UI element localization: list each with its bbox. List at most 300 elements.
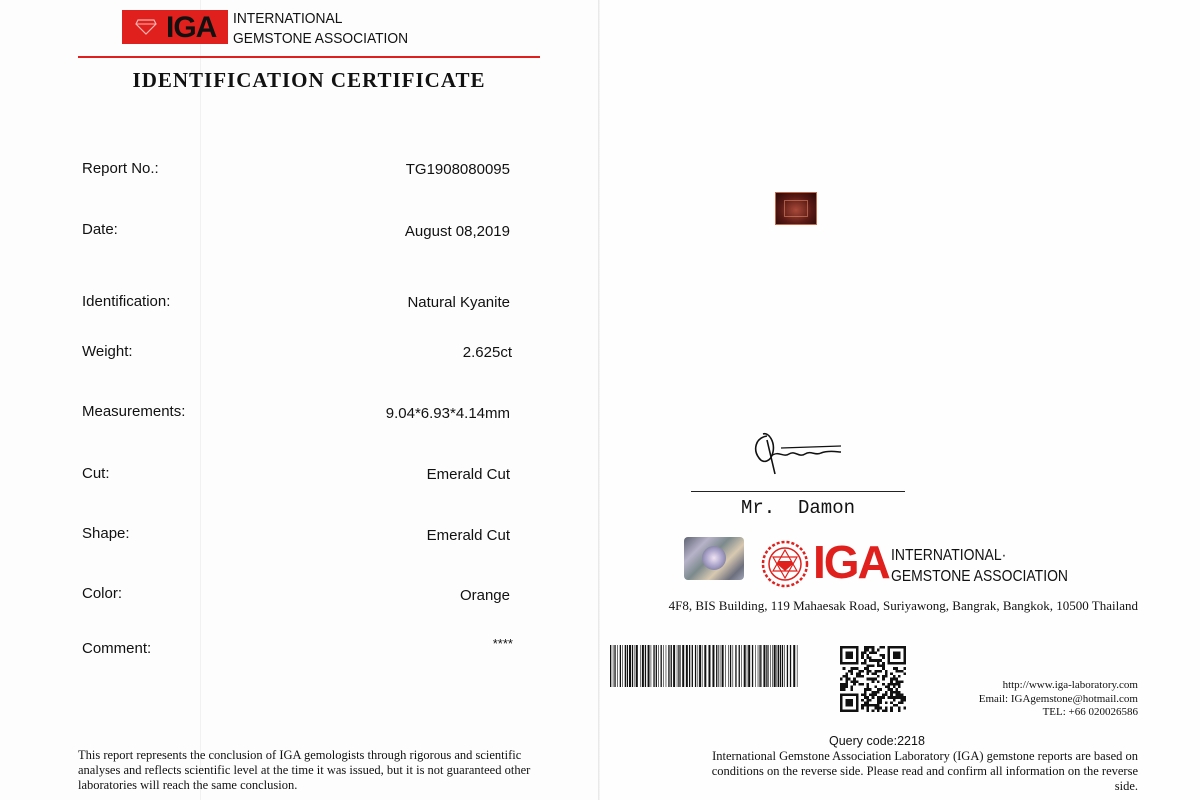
field-value-measurements: 9.04*6.93*4.14mm (385, 405, 510, 422)
qr-module (843, 667, 846, 670)
qr-module (893, 686, 896, 689)
qr-module (885, 694, 888, 697)
qr-module (869, 659, 872, 662)
qr-module (848, 699, 851, 702)
qr-module (840, 651, 843, 654)
qr-module (898, 709, 901, 712)
qr-module (890, 694, 893, 697)
footer-association-line-2: GEMSTONE ASSOCIATION (891, 568, 1068, 585)
qr-module (840, 709, 843, 712)
barcode-bar (640, 645, 641, 687)
qr-module (872, 664, 875, 667)
qr-module (877, 664, 880, 667)
field-label-measurements: Measurements: (82, 403, 186, 420)
qr-module (885, 701, 888, 704)
qr-module (895, 667, 898, 670)
qr-module (866, 704, 869, 707)
qr-module (851, 672, 854, 675)
barcode-bar (671, 645, 672, 687)
qr-module (890, 696, 893, 699)
qr-module (858, 675, 861, 678)
field-label-identification: Identification: (82, 293, 171, 310)
qr-module (861, 675, 864, 678)
qr-module (856, 704, 859, 707)
qr-module (866, 646, 869, 649)
logo-text: IGA (166, 11, 217, 44)
phone-number: TEL: +66 020026586 (1042, 706, 1138, 718)
qr-module (874, 659, 877, 662)
qr-module (840, 701, 843, 704)
qr-module (903, 707, 906, 710)
field-value-comment: **** (492, 636, 513, 651)
qr-module (861, 694, 864, 697)
qr-module (882, 664, 885, 667)
barcode-bar (695, 645, 696, 687)
qr-module (856, 657, 859, 660)
qr-module (898, 701, 901, 704)
qr-module (864, 659, 867, 662)
qr-module (888, 646, 891, 649)
qr-module (872, 680, 875, 683)
qr-module (845, 701, 848, 704)
barcode-bar (677, 645, 678, 687)
qr-module (851, 651, 854, 654)
barcode-bar (748, 645, 750, 687)
barcode-bar (622, 645, 623, 687)
qr-module (869, 670, 872, 673)
qr-module (866, 688, 869, 691)
qr-module (872, 651, 875, 654)
qr-module (885, 672, 888, 675)
qr-module (866, 672, 869, 675)
field-value-shape: Emerald Cut (426, 527, 510, 544)
qr-module (856, 651, 859, 654)
qr-module (845, 657, 848, 660)
qr-module (895, 651, 898, 654)
iga-seal-icon (761, 540, 809, 588)
qr-module (869, 704, 872, 707)
qr-module (861, 707, 864, 710)
barcode-bar (702, 645, 703, 687)
qr-module (874, 678, 877, 681)
field-label-color: Color: (82, 585, 123, 602)
qr-module (888, 686, 891, 689)
qr-module (843, 688, 846, 691)
hologram-disc (702, 546, 726, 570)
reverse-side-notice: International Gemstone Association Laboratory (IGA) gemstone reports are based on conditions on the reverse side. Please read and confirm all information on the reverse side. (711, 749, 1138, 793)
qr-code (840, 646, 906, 712)
qr-module (848, 709, 851, 712)
qr-module (888, 651, 891, 654)
qr-module (901, 696, 904, 699)
barcode-bar (712, 645, 714, 687)
qr-module (853, 646, 856, 649)
qr-module (872, 672, 875, 675)
field-label-cut: Cut: (82, 465, 110, 482)
qr-module (877, 699, 880, 702)
footer-association-line-1: INTERNATIONAL· (891, 547, 1007, 564)
qr-module (869, 699, 872, 702)
qr-module (861, 654, 864, 657)
qr-module (866, 664, 869, 667)
barcode-bar (733, 645, 734, 687)
qr-module (853, 662, 856, 665)
qr-module (851, 654, 854, 657)
qr-module (903, 659, 906, 662)
qr-module (903, 696, 906, 699)
qr-module (848, 662, 851, 665)
qr-module (903, 651, 906, 654)
qr-module (890, 707, 893, 710)
qr-module (895, 691, 898, 694)
barcode-bar (760, 645, 761, 687)
qr-module (866, 707, 869, 710)
qr-module (869, 664, 872, 667)
qr-module (877, 709, 880, 712)
qr-module (885, 686, 888, 689)
qr-module (885, 670, 888, 673)
qr-module (853, 678, 856, 681)
field-value-cut: Emerald Cut (426, 466, 510, 483)
barcode-bar (778, 645, 779, 687)
qr-module (856, 649, 859, 652)
barcode-bar (689, 645, 690, 687)
barcode-bar (699, 645, 701, 687)
qr-module (898, 686, 901, 689)
qr-module (890, 688, 893, 691)
qr-module (903, 667, 906, 670)
barcode-bar (708, 645, 710, 687)
qr-module (840, 678, 843, 681)
qr-module (845, 694, 848, 697)
barcode-bar (782, 645, 783, 687)
qr-module (898, 707, 901, 710)
qr-module (845, 672, 848, 675)
qr-module (872, 678, 875, 681)
qr-module (874, 691, 877, 694)
qr-module (874, 672, 877, 675)
qr-module (877, 704, 880, 707)
qr-module (880, 659, 883, 662)
qr-module (890, 662, 893, 665)
qr-module (848, 704, 851, 707)
qr-module (888, 688, 891, 691)
qr-module (895, 654, 898, 657)
qr-module (872, 709, 875, 712)
qr-module (856, 646, 859, 649)
qr-module (853, 694, 856, 697)
qr-module (864, 688, 867, 691)
qr-module (843, 662, 846, 665)
qr-module (895, 670, 898, 673)
qr-module (864, 701, 867, 704)
qr-module (882, 646, 885, 649)
barcode-bar (728, 645, 729, 687)
association-line-1: INTERNATIONAL (233, 10, 343, 27)
barcode-bar (752, 645, 753, 687)
qr-module (888, 662, 891, 665)
barcode-bar (720, 645, 721, 687)
association-name (233, 9, 408, 49)
qr-module (890, 646, 893, 649)
qr-module (882, 654, 885, 657)
qr-module (874, 651, 877, 654)
qr-module (880, 696, 883, 699)
qr-module (882, 667, 885, 670)
lab-address: 4F8, BIS Building, 119 Mahaesak Road, Suriyawong, Bangrak, Bangkok, 10500 Thailand (668, 598, 1138, 613)
qr-module (840, 649, 843, 652)
qr-module (901, 662, 904, 665)
barcode-bar (768, 645, 769, 687)
qr-module (861, 704, 864, 707)
barcode-bar (718, 645, 719, 687)
qr-module (840, 659, 843, 662)
footer-logo-text: IGA (813, 536, 889, 588)
qr-module (893, 691, 896, 694)
qr-module (851, 694, 854, 697)
qr-module (858, 672, 861, 675)
barcode-bar (673, 645, 675, 687)
qr-module (864, 649, 867, 652)
barcode-bar (774, 645, 776, 687)
barcode-bar (735, 645, 736, 687)
qr-module (885, 675, 888, 678)
barcode-bar (780, 645, 781, 687)
qr-module (866, 686, 869, 689)
qr-module (893, 654, 896, 657)
qr-module (851, 709, 854, 712)
qr-module (861, 657, 864, 660)
qr-module (845, 686, 848, 689)
barcode-bar (766, 645, 767, 687)
qr-module (843, 646, 846, 649)
qr-module (848, 670, 851, 673)
qr-module (864, 662, 867, 665)
barcode-bar (625, 645, 626, 687)
qr-module (856, 701, 859, 704)
qr-module (880, 654, 883, 657)
signer-name: Mr. Damon (740, 497, 856, 519)
qr-module (861, 699, 864, 702)
barcode-bar (642, 645, 644, 687)
barcode-bar (648, 645, 650, 687)
qr-module (856, 659, 859, 662)
barcode-bar (716, 645, 717, 687)
qr-module (874, 670, 877, 673)
qr-module (895, 696, 898, 699)
qr-module (864, 667, 867, 670)
qr-module (872, 649, 875, 652)
diamond-icon (135, 19, 157, 35)
qr-module (901, 694, 904, 697)
gemstone-table-facet (784, 200, 808, 217)
qr-module (872, 696, 875, 699)
qr-module (893, 675, 896, 678)
qr-module (840, 707, 843, 710)
qr-module (848, 657, 851, 660)
barcode-bar (636, 645, 638, 687)
qr-module (872, 694, 875, 697)
qr-module (864, 694, 867, 697)
qr-module (845, 651, 848, 654)
qr-module (864, 704, 867, 707)
qr-module (840, 683, 843, 686)
qr-module (851, 667, 854, 670)
qr-module (848, 678, 851, 681)
qr-module (856, 680, 859, 683)
qr-module (882, 694, 885, 697)
qr-module (840, 696, 843, 699)
qr-module (843, 675, 846, 678)
qr-module (888, 696, 891, 699)
qr-module (890, 691, 893, 694)
qr-module (851, 657, 854, 660)
qr-module (845, 699, 848, 702)
barcode-bar (629, 645, 631, 687)
qr-module (898, 657, 901, 660)
qr-module (858, 683, 861, 686)
qr-module (843, 686, 846, 689)
email-address[interactable]: Email: IGAgemstone@hotmail.com (978, 692, 1138, 705)
barcode-bar (668, 645, 669, 687)
qr-module (877, 688, 880, 691)
field-label-report-no: Report No.: (82, 160, 159, 177)
qr-module (877, 696, 880, 699)
qr-module (903, 657, 906, 660)
barcode-bar (617, 645, 618, 687)
qr-module (848, 694, 851, 697)
qr-module (898, 680, 901, 683)
barcode-bar (682, 645, 684, 687)
barcode-bar (613, 645, 614, 687)
barcode-bar (651, 645, 652, 687)
qr-module (890, 672, 893, 675)
barcode-bar (632, 645, 633, 687)
qr-module (861, 670, 864, 673)
qr-module (861, 662, 864, 665)
qr-module (861, 683, 864, 686)
barcode-bar (698, 645, 699, 687)
qr-module (856, 667, 859, 670)
website-link[interactable]: http://www.iga-laboratory.com (1002, 679, 1138, 691)
barcode-bar (692, 645, 693, 687)
qr-module (901, 670, 904, 673)
qr-module (893, 683, 896, 686)
qr-module (851, 699, 854, 702)
qr-module (840, 646, 843, 649)
qr-module (872, 659, 875, 662)
field-value-identification: Natural Kyanite (407, 294, 510, 311)
qr-module (874, 694, 877, 697)
qr-module (848, 654, 851, 657)
qr-module (843, 709, 846, 712)
qr-module (866, 654, 869, 657)
qr-module (866, 670, 869, 673)
qr-module (872, 646, 875, 649)
qr-module (877, 680, 880, 683)
qr-module (856, 654, 859, 657)
barcode-bar (666, 645, 667, 687)
qr-module (874, 686, 877, 689)
qr-module (895, 680, 898, 683)
barcode-bar (656, 645, 657, 687)
qr-module (877, 701, 880, 704)
field-value-date: August 08,2019 (404, 223, 510, 240)
qr-module (851, 686, 854, 689)
qr-module (882, 657, 885, 660)
qr-module (866, 709, 869, 712)
qr-module (848, 646, 851, 649)
qr-module (866, 683, 869, 686)
qr-module (851, 688, 854, 691)
qr-module (856, 696, 859, 699)
qr-module (866, 699, 869, 702)
qr-module (856, 707, 859, 710)
qr-module (893, 696, 896, 699)
qr-module (880, 664, 883, 667)
qr-module (861, 651, 864, 654)
qr-module (893, 678, 896, 681)
qr-module (888, 659, 891, 662)
qr-module (885, 707, 888, 710)
qr-module (845, 709, 848, 712)
qr-module (893, 646, 896, 649)
qr-module (866, 667, 869, 670)
qr-module (882, 709, 885, 712)
barcode (610, 645, 800, 687)
page-crease (200, 0, 201, 800)
field-label-shape: Shape: (82, 525, 130, 542)
qr-module (880, 646, 883, 649)
qr-module (882, 678, 885, 681)
qr-module (898, 654, 901, 657)
qr-module (885, 691, 888, 694)
qr-module (851, 662, 854, 665)
query-code: Query code:2218 (829, 734, 925, 748)
field-label-comment: Comment: (82, 640, 152, 657)
qr-module (856, 694, 859, 697)
barcode-bar (772, 645, 773, 687)
barcode-bar (741, 645, 742, 687)
qr-module (851, 680, 854, 683)
qr-module (893, 699, 896, 702)
qr-module (877, 659, 880, 662)
qr-module (901, 646, 904, 649)
qr-module (893, 667, 896, 670)
qr-module (903, 672, 906, 675)
barcode-bar (661, 645, 662, 687)
qr-module (898, 694, 901, 697)
barcode-bar (725, 645, 726, 687)
barcode-bar (680, 645, 681, 687)
barcode-bar (739, 645, 740, 687)
qr-module (882, 675, 885, 678)
qr-module (853, 667, 856, 670)
qr-module (888, 683, 891, 686)
qr-module (882, 683, 885, 686)
barcode-bar (758, 645, 759, 687)
qr-module (843, 683, 846, 686)
hologram-sticker (684, 537, 744, 580)
qr-module (898, 662, 901, 665)
qr-module (872, 704, 875, 707)
qr-module (877, 662, 880, 665)
field-value-weight: 2.625ct (462, 344, 512, 361)
qr-module (840, 657, 843, 660)
gemstone-photo (775, 192, 817, 225)
qr-module (874, 704, 877, 707)
qr-module (888, 657, 891, 660)
